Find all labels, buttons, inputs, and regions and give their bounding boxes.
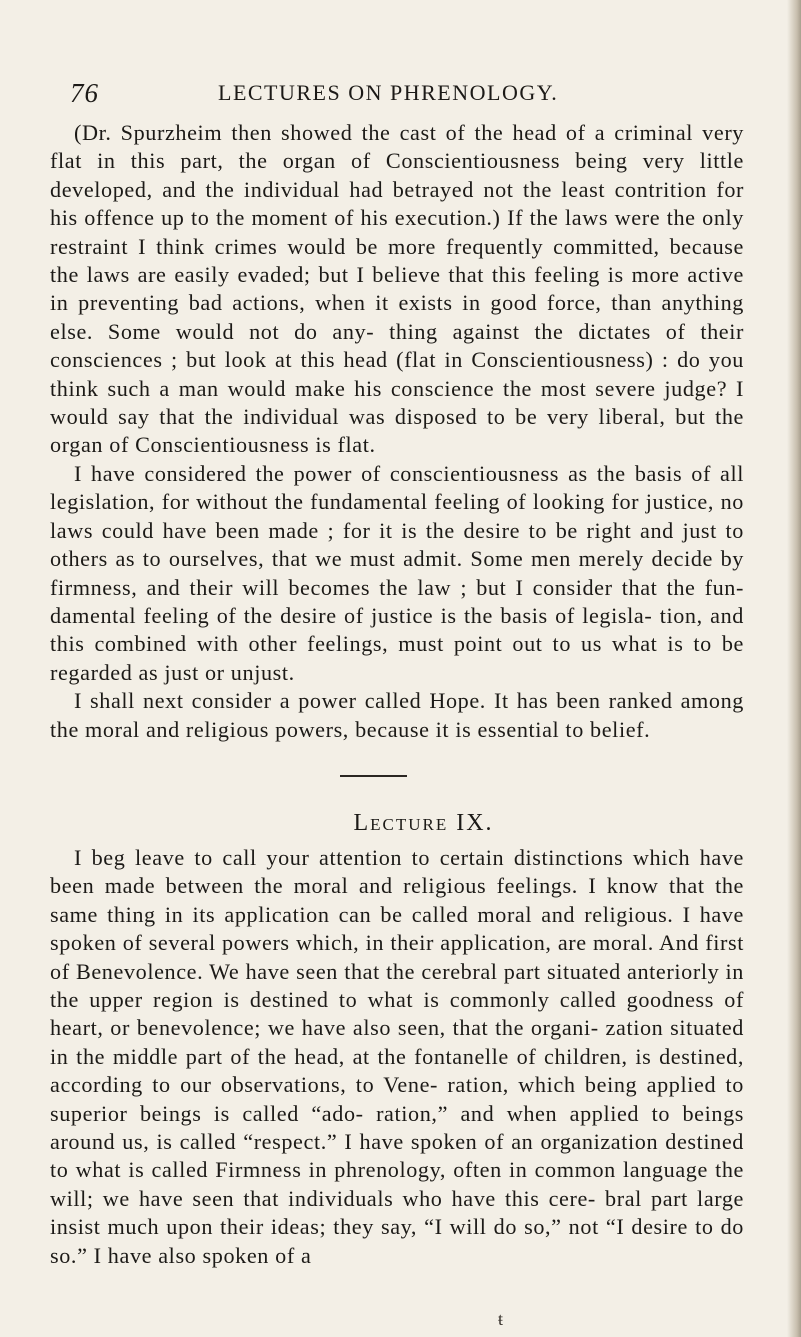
- paragraph: I have considered the power of conscientiousness as the basis of all legislation, for without the fundamental feeling of looking for justice, no laws could have been made ; for it is the desire to be right and just to others as to ourselves, that we must admit. Some men merely decide by firmness, and their will becomes the law ; but I consider that the fun- damental feeling of the desire of justice is the basis of legisla- tion, and this combined with other feelings, must point out to us what is to be regarded as just or unjust.: [50, 460, 744, 685]
- signature-mark: ŧ: [498, 1309, 504, 1329]
- paragraph: I shall next consider a power called Hope. It has been ranked among the moral and religious powers, because it is essential to belief.: [50, 688, 744, 742]
- page-number: 76: [70, 78, 99, 108]
- lecture-body-text: [50, 844, 744, 1270]
- lecture-heading: Lecture IX.: [353, 810, 494, 836]
- paragraph: (Dr. Spurzheim then showed the cast of the head of a criminal very flat in this part, the organ of Conscientiousness being very little developed, and the individual had betrayed not the least contrition for his offence up to the moment of his execution.) If the laws were the only restraint I think crimes would be more frequently committed, because the laws are easily evaded; but I believe that this feeling is more active in preventing bad actions, when it exists in good force, than anything else. Some would not do any- thing against the dictates of their consciences ; but look at this head (flat in Conscientiousness) : do you think such a man would make his conscience the most severe judge? I would say that the individual was disposed to be very liberal, but the organ of Conscientiousness is flat.: [50, 120, 744, 458]
- running-title: LECTURES ON PHRENOLOGY.: [218, 80, 559, 105]
- page-edge-shadow: [787, 0, 801, 1337]
- section-divider: [340, 775, 407, 777]
- page-header: [70, 78, 590, 110]
- body-text: [50, 119, 744, 744]
- paragraph: I beg leave to call your attention to certain distinctions which have been made between the moral and religious feelings. I know that the same thing in its application can be called moral and religious. I have spoken of several powers which, in their application, are moral. And first of Benevolence. We have seen that the cerebral part situated anteriorly in the upper region is destined to what is commonly called goodness of heart, or benevolence; we have also seen, that the organi- zation situated in the middle part of the head, at the fontanelle of children, is destined, according to our observations, to Vene- ration, which being applied to superior beings is called “ado- ration,” and when applied to beings around us, is called “respect.” I have spoken of an organization destined to what is called Firmness in phrenology, often in common language the will; we have seen that individuals who have this cere- bral part large insist much upon their ideas; they say, “I will do so,” not “I desire to do so.” I have also spoken of a: [50, 845, 744, 1268]
